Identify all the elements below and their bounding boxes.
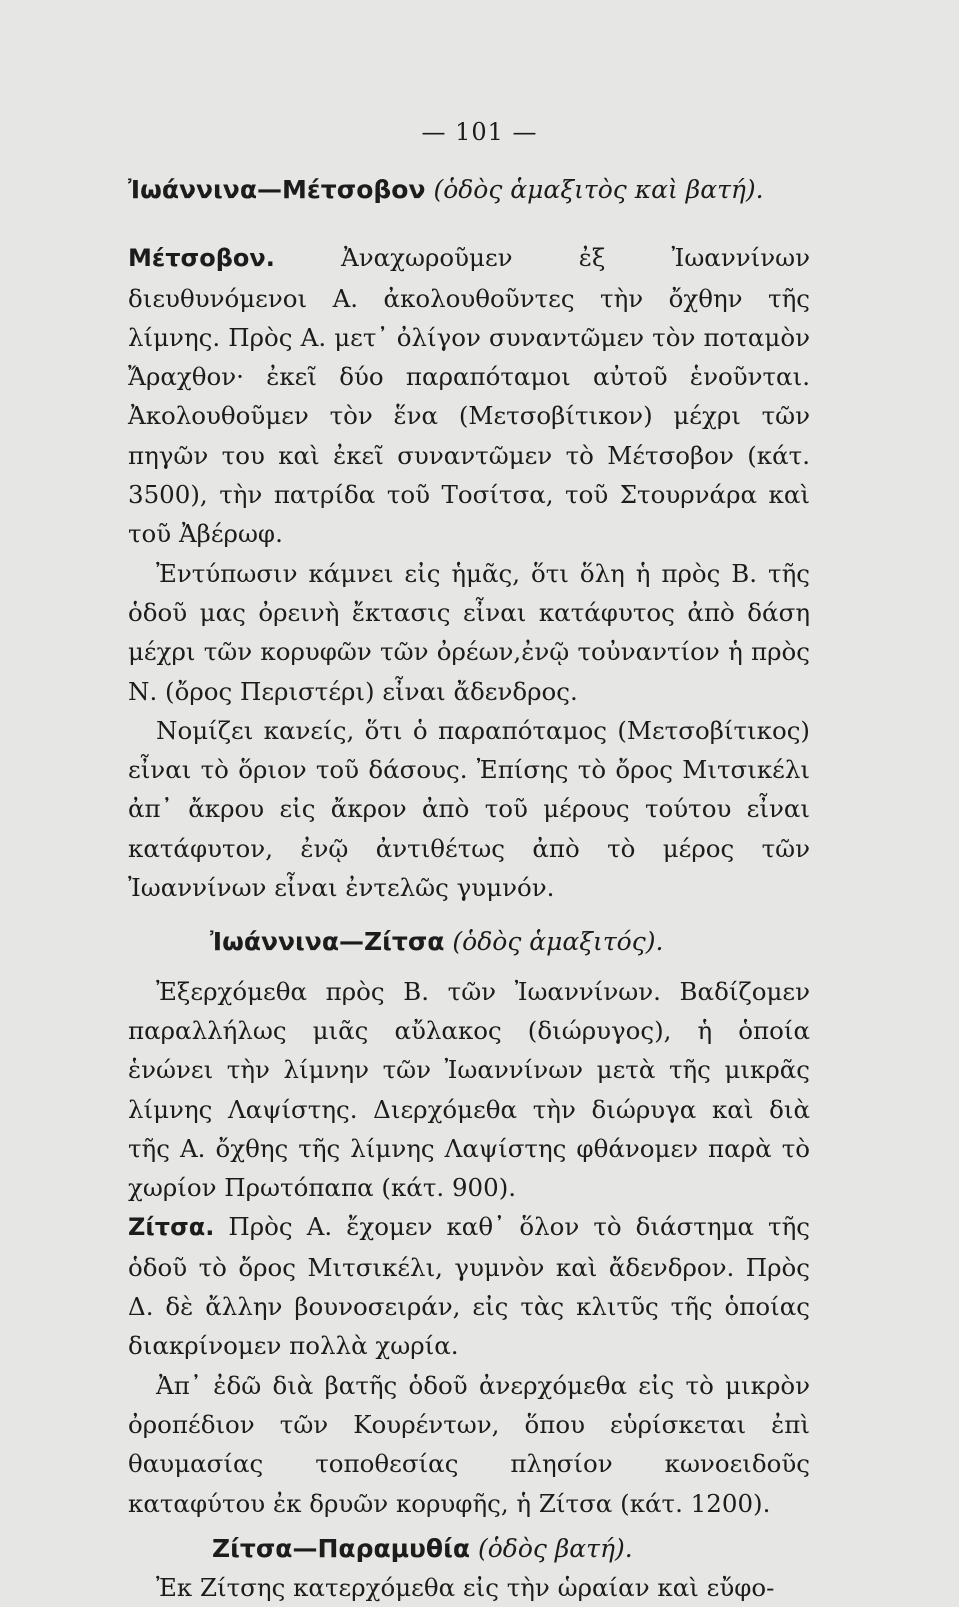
section-heading-title: Ἰωάννινα—Μέτσοβον [128,175,426,204]
paragraph: Ἐκ Ζίτσης κατερχόμεθα εἰς τὴν ὡραίαν καὶ εὔφο- [156,1573,775,1603]
section-heading-ioannina-metsovon [128,170,810,209]
page-text [128,170,810,1607]
section-heading-subtitle: (ὁδὸς ἁμαξιτὸς καὶ βατή). [425,175,764,204]
section-heading-title: Ἰωάννινα—Ζίτσα [210,927,445,957]
paragraph [128,238,810,553]
page-number: — 101 — [421,118,538,146]
paragraph: Ἐντύπωσιν κάμνει εἰς ἡμᾶς, ὅτι ὅλη ἡ πρὸς Β. τῆς ὁδοῦ μας ὀρεινὴ ἔκτασις εἶναι κατάφυτος ἀπὸ δάση μέχρι τῶν κορυφῶν τῶν ὀρέων,ἐνῷ τοὐναντίον ἡ πρὸς Ν. (ὄρος Περιστέρι) εἶναι ἄδενδρος. [128,558,810,706]
paragraph: Ἀπ᾽ ἐδῶ διὰ βατῆς ὁδοῦ ἀνερχόμεθα εἰς τὸ μικρὸν ὀροπέδιον τῶν Κουρέντων, ὅπου εὑρίσκεται ἐπὶ θαυμασίας τοποθεσίας πλησίον κωνοειδοῦς καταφύτου ἐκ δρυῶν κορυφῆς, ἡ Ζίτσα (κάτ. 1200). [128,1370,810,1518]
paragraph [128,1207,810,1365]
paragraph: Ἐξερχόμεθα πρὸς Β. τῶν Ἰωαννίνων. Βαδίζομεν παραλλήλως μιᾶς αὔλακος (διώρυγος), ἡ ὁποία ἑνώνει τὴν λίμνην τῶν Ἰωαννίνων μετὰ τῆς μικρᾶς λίμνης Λαψίστης. Διερχόμεθα τὴν διώρυγα καὶ διὰ τῆς Α. ὄχθης τῆς λίμνης Λαψίστης φθάνομεν παρὰ τὸ χωρίον Πρωτόπαπα (κάτ. 900). [128,976,810,1203]
paragraph-lead: Μέτσοβον. [128,244,275,273]
paragraph: Νομίζει κανείς, ὅτι ὁ παραπόταμος (Μετσοβίτικος) εἶναι τὸ ὅριον τοῦ δάσους. Ἐπίσης τὸ ὄρος Μιτσικέλι ἀπ᾽ ἄκρου εἰς ἄκρον ἀπὸ τοῦ μέρους τούτου εἶναι κατάφυτον, ἐνῷ ἀντιθέτως ἀπὸ τὸ μέρος τῶν Ἰωαννίνων εἶναι ἐντελῶς γυμνόν. [128,715,810,903]
paragraph-text: Πρὸς Α. ἔχομεν καθ᾽ ὅλον τὸ διάστημα τῆς ὁδοῦ τὸ ὄρος Μιτσικέλι, γυμνὸν καὶ ἄδενδρον. Πρὸς Δ. δὲ ἄλλην βουνοσειράν, εἰς τὰς κλιτῦς τῆς ὁποίας διακρίνομεν πολλὰ χωρία. [128,1212,810,1361]
section-heading-subtitle: (ὁδὸς ἁμαξιτός). [444,927,664,957]
section-heading-zitsa-paramythia [128,1529,810,1568]
section-heading-ioannina-zitsa [128,922,810,961]
section-heading-subtitle: (ὁδὸς βατή). [470,1533,633,1563]
paragraph-lead: Ζίτσα. [128,1213,215,1242]
paragraph-text: Ἀναχωροῦμεν ἐξ Ἰωαννίνων διευθυνόμενοι Α. ἀκολουθοῦντες τὴν ὄχθην τῆς λίμνης. Πρὸς Α. μετ᾽ ὀλίγον συναντῶμεν τὸν ποταμὸν Ἄραχθον· ἐκεῖ δύο παραπόταμοι αὐτοῦ ἑνοῦνται. Ἀκολουθοῦμεν τὸν ἕνα (Μετσοβίτικον) μέχρι τῶν πηγῶν του καὶ ἐκεῖ συναντῶμεν τὸ Μέτσοβον (κάτ. 3500), τὴν πατρίδα τοῦ Τοσίτσα, τοῦ Στουρνάρα καὶ τοῦ Ἀβέρωφ. [128,243,810,549]
section-heading-title: Ζίτσα—Παραμυθία [212,1533,471,1563]
